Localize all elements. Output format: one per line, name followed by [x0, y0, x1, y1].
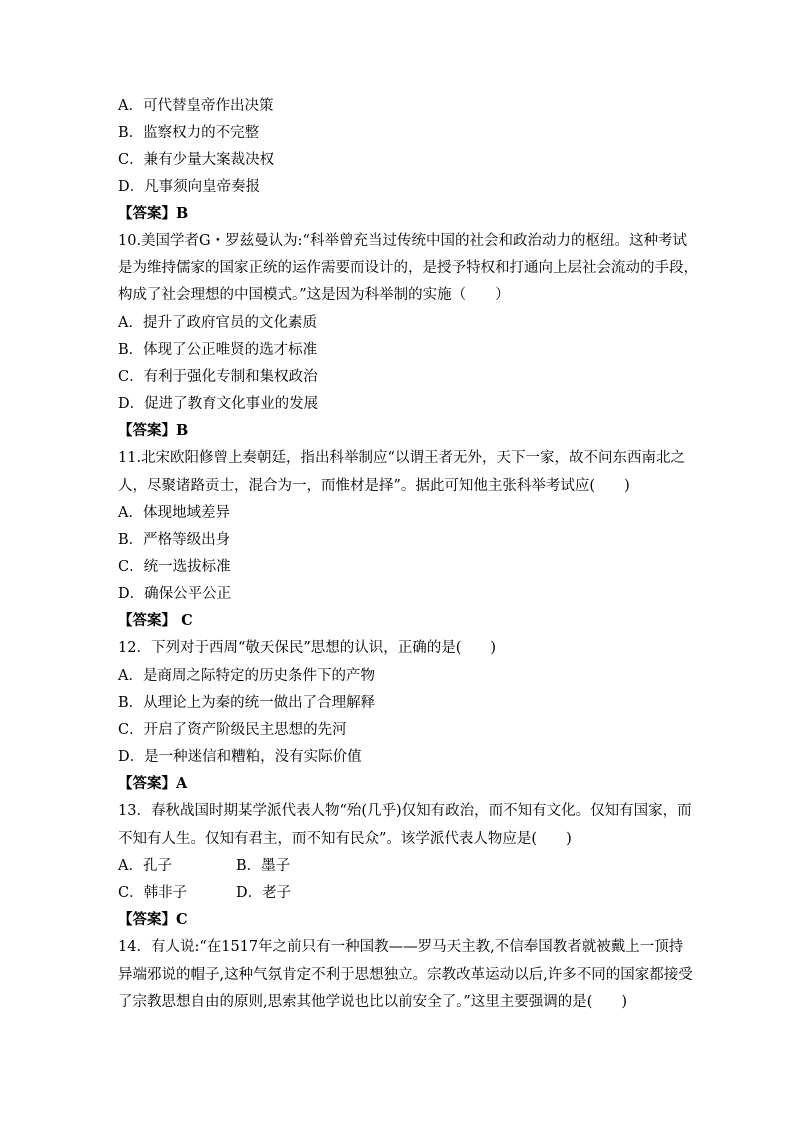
answer-value: A: [176, 775, 188, 792]
q10-option-b: B．体现了公正唯贤的选才标准: [118, 342, 318, 358]
q9-option-a: A．可代替皇帝作出决策: [118, 98, 274, 114]
answer-label: 【答案】: [118, 911, 176, 928]
q13-option-a: A．孔子: [118, 858, 172, 874]
q10-answer: [118, 421, 188, 441]
q11-option-c: C．统一选拔标准: [118, 559, 231, 575]
q9-answer: [118, 204, 188, 224]
q11-option-a: A．体现地域差异: [118, 505, 230, 521]
q10-option-d: D．促进了教育文化事业的发展: [118, 396, 319, 412]
q13-option-d: D．老子: [236, 885, 292, 901]
q11-stem-line-1: 11.北宋欧阳修曾上奏朝廷，指出科举制应“以谓王者无外，天下一家，故不问东西南北之: [118, 450, 685, 466]
q10-option-a: A．提升了政府官员的文化素质: [118, 315, 317, 331]
q12-option-d: D．是一种迷信和糟粕，没有实际价值: [118, 749, 362, 765]
q13-stem-line-1: 13．春秋战国时期某学派代表人物“殆(几乎)仅知有政治，而不知有文化。仅知有国家，而: [118, 803, 692, 819]
q11-stem-line-2: 人，尽聚诸路贡士，混合为一，而惟材是择”。据此可知他主张科举考试应( ): [118, 478, 630, 494]
answer-value: C: [181, 612, 193, 629]
answer-value: C: [176, 911, 188, 928]
q14-stem-line-3: 了宗教思想自由的原则,思索其他学说也比以前安全了。”这里主要强调的是( ): [118, 994, 628, 1010]
q11-option-d: D．确保公平公正: [118, 586, 232, 602]
q10-stem-line-1: 10.美国学者G・罗兹曼认为:“科举曾充当过传统中国的社会和政治动力的枢纽。这种考试: [118, 233, 687, 249]
q13-stem-line-2: 不知有人生。仅知有君主，而不知有民众”。该学派代表人物应是( ): [118, 831, 572, 847]
answer-label: 【答案】: [118, 612, 176, 629]
q10-option-c: C．有利于强化专制和集权政治: [118, 369, 318, 385]
q9-option-c: C．兼有少量大案裁决权: [118, 152, 275, 168]
q12-option-c: C．开启了资产阶级民主思想的先河: [118, 722, 347, 738]
q11-answer: [118, 611, 193, 631]
q10-stem-line-3: 构成了社会理想的中国模式。”这是因为科举制的实施（ ）: [118, 287, 510, 303]
q9-option-b: B．监察权力的不完整: [118, 125, 260, 141]
q9-option-d: D．凡事须向皇帝奏报: [118, 179, 261, 195]
answer-value: B: [176, 205, 189, 222]
q13-answer: [118, 910, 188, 930]
q12-answer: [118, 774, 187, 794]
q14-stem-line-2: 异端邪说的帽子,这种气氛肯定不利于思想独立。宗教改革运动以后,许多不同的国家都接受: [118, 967, 693, 983]
q12-option-a: A．是商周之际特定的历史条件下的产物: [118, 668, 375, 684]
answer-label: 【答案】: [118, 775, 176, 792]
q10-stem-line-2: 是为维持儒家的国家正统的运作需要而设计的，是授予特权和打通向上层社会流动的手段，: [118, 260, 698, 276]
answer-label: 【答案】: [118, 422, 176, 439]
q12-option-b: B．从理论上为秦的统一做出了合理解释: [118, 695, 376, 711]
answer-value: B: [176, 422, 189, 439]
q12-stem-line-1: 12．下列对于西周“敬天保民”思想的认识，正确的是( ): [118, 640, 497, 656]
answer-label: 【答案】: [118, 205, 176, 222]
q13-options-row-1: [118, 856, 291, 876]
q13-option-c: C．韩非子: [118, 885, 188, 901]
q13-options-row-2: [118, 883, 292, 903]
q11-option-b: B．严格等级出身: [118, 532, 231, 548]
q13-option-b: B．墨子: [236, 858, 291, 874]
q14-stem-line-1: 14．有人说:“在1517年之前只有一种国教——罗马天主教,不信奉国教者就被戴上一顶持: [118, 939, 684, 955]
